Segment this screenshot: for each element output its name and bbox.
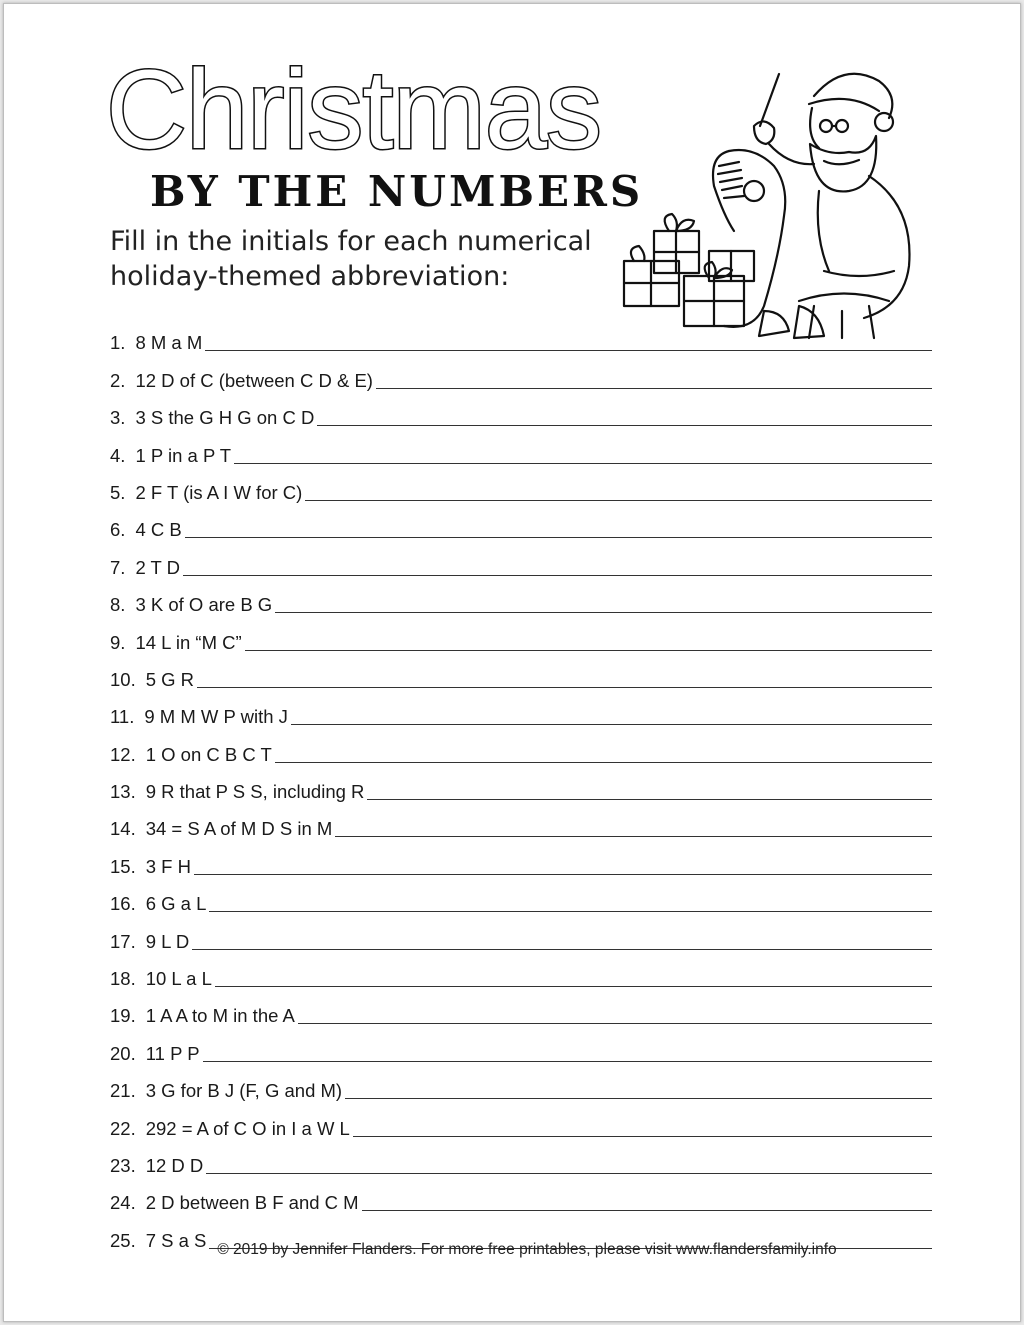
question-number: 9. — [110, 631, 126, 653]
question-item — [110, 616, 932, 653]
answer-blank-line[interactable] — [206, 1173, 932, 1174]
answer-blank-line[interactable] — [275, 612, 932, 613]
question-item — [110, 392, 932, 429]
question-item — [110, 317, 932, 354]
santa-illustration — [614, 56, 924, 346]
question-clue: 3 F H — [145, 855, 191, 877]
question-number: 19. — [110, 1005, 136, 1027]
question-item — [110, 1140, 932, 1177]
question-number: 5. — [110, 481, 126, 503]
answer-blank-line[interactable] — [291, 724, 932, 725]
question-clue: 9 R that P S S, including R — [145, 781, 365, 803]
question-number: 2. — [110, 369, 126, 391]
answer-blank-line[interactable] — [362, 1210, 932, 1211]
question-item — [110, 953, 932, 990]
question-number: 10. — [110, 668, 136, 690]
question-clue: 6 G a L — [145, 893, 207, 915]
question-number: 17. — [110, 930, 136, 952]
answer-blank-line[interactable] — [376, 388, 932, 389]
question-item — [110, 579, 932, 616]
question-item — [110, 1027, 932, 1064]
answer-blank-line[interactable] — [345, 1098, 932, 1099]
question-number: 4. — [110, 444, 126, 466]
question-clue: 4 C B — [135, 519, 182, 541]
question-number: 1. — [110, 332, 126, 354]
question-item — [110, 766, 932, 803]
question-clue: 10 L a L — [145, 968, 212, 990]
question-number: 25. — [110, 1229, 136, 1251]
question-item — [110, 541, 932, 578]
question-clue: 2 D between B F and C M — [145, 1192, 359, 1214]
question-clue: 5 G R — [145, 668, 195, 690]
question-clue: 1 A A to M in the A — [145, 1005, 295, 1027]
question-number: 14. — [110, 818, 136, 840]
question-number: 20. — [110, 1042, 136, 1064]
answer-blank-line[interactable] — [298, 1023, 932, 1024]
question-clue: 14 L in “M C” — [135, 631, 242, 653]
question-number: 21. — [110, 1080, 136, 1102]
question-item — [110, 691, 932, 728]
question-clue: 9 M M W P with J — [144, 706, 288, 728]
question-number: 23. — [110, 1154, 136, 1176]
question-number: 16. — [110, 893, 136, 915]
question-item — [110, 354, 932, 391]
worksheet-page — [3, 3, 1021, 1322]
answer-blank-line[interactable] — [215, 986, 932, 987]
question-clue: 292 = A of C O in I a W L — [145, 1117, 350, 1139]
question-clue: 3 S the G H G on C D — [135, 407, 315, 429]
question-number: 18. — [110, 968, 136, 990]
question-clue: 1 P in a P T — [135, 444, 232, 466]
question-clue: 2 T D — [135, 556, 180, 578]
answer-blank-line[interactable] — [335, 836, 932, 837]
question-clue: 1 O on C B C T — [145, 743, 272, 765]
answer-blank-line[interactable] — [185, 537, 932, 538]
page-subtitle: BY THE NUMBERS — [150, 167, 644, 216]
answer-blank-line[interactable] — [209, 911, 932, 912]
instructions-text: Fill in the initials for each numerical holiday-themed abbreviation: — [110, 226, 592, 292]
question-item — [110, 728, 932, 765]
question-clue: 9 L D — [145, 930, 190, 952]
question-clue: 34 = S A of M D S in M — [145, 818, 333, 840]
question-item — [110, 504, 932, 541]
footer-copyright: © 2019 by Jennifer Flanders. For more free printables, please visit www.flandersfamily.info — [217, 1241, 837, 1258]
question-item — [110, 467, 932, 504]
question-item — [110, 803, 932, 840]
question-number: 11. — [110, 706, 135, 728]
answer-blank-line[interactable] — [317, 425, 932, 426]
question-clue: 3 K of O are B G — [135, 594, 273, 616]
question-list — [110, 317, 932, 1252]
answer-blank-line[interactable] — [205, 350, 932, 351]
question-item — [110, 878, 932, 915]
question-clue: 8 M a M — [135, 332, 203, 354]
question-item — [110, 915, 932, 952]
page-title: Christmas — [106, 47, 602, 172]
question-item — [110, 429, 932, 466]
answer-blank-line[interactable] — [353, 1136, 932, 1137]
answer-blank-line[interactable] — [275, 762, 932, 763]
question-clue: 3 G for B J (F, G and M) — [145, 1080, 343, 1102]
question-item — [110, 1177, 932, 1214]
question-clue: 2 F T (is A I W for C) — [135, 481, 303, 503]
question-number: 6. — [110, 519, 126, 541]
question-item — [110, 1065, 932, 1102]
question-number: 15. — [110, 855, 136, 877]
question-item — [110, 840, 932, 877]
answer-blank-line[interactable] — [367, 799, 932, 800]
question-number: 22. — [110, 1117, 136, 1139]
answer-blank-line[interactable] — [203, 1061, 932, 1062]
question-number: 3. — [110, 407, 126, 429]
question-clue: 12 D of C (between C D & E) — [135, 369, 373, 391]
question-clue: 7 S a S — [145, 1229, 207, 1251]
question-item — [110, 1102, 932, 1139]
question-clue: 11 P P — [145, 1042, 200, 1064]
answer-blank-line[interactable] — [197, 687, 932, 688]
question-number: 12. — [110, 743, 136, 765]
question-item — [110, 990, 932, 1027]
question-number: 7. — [110, 556, 126, 578]
question-clue: 12 D D — [145, 1154, 204, 1176]
question-number: 24. — [110, 1192, 136, 1214]
answer-blank-line[interactable] — [183, 575, 932, 576]
answer-blank-line[interactable] — [194, 874, 932, 875]
question-item — [110, 654, 932, 691]
question-number: 8. — [110, 594, 126, 616]
answer-blank-line[interactable] — [192, 949, 932, 950]
answer-blank-line[interactable] — [245, 650, 932, 651]
answer-blank-line[interactable] — [305, 500, 932, 501]
answer-blank-line[interactable] — [234, 463, 932, 464]
question-number: 13. — [110, 781, 136, 803]
